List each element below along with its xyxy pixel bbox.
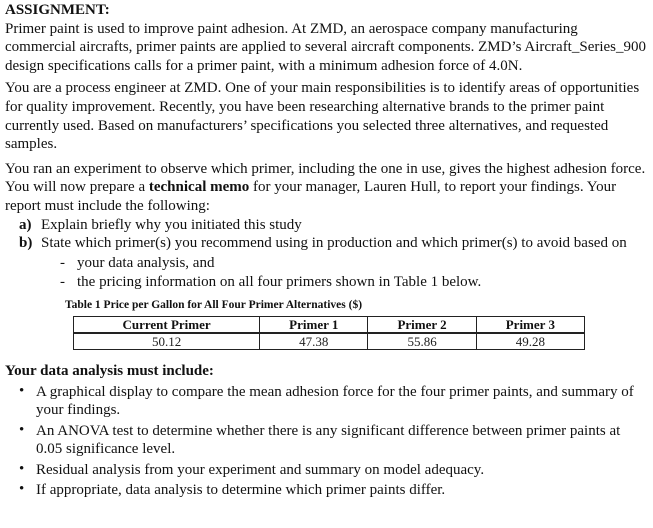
assignment-heading: ASSIGNMENT: [5, 2, 110, 18]
price-table-caption: Table 1 Price per Gallon for All Four Primer Alternatives ($) [65, 298, 363, 311]
experiment-text-after: for your manager, Lauren Hull, to report your findings. Your report must include the following: [5, 179, 617, 214]
sub-requirements-list [5, 254, 650, 292]
column-header-primer-3: Primer 3 [476, 316, 584, 333]
table-header-row [74, 316, 585, 333]
list-item [5, 422, 650, 459]
requirement-text: State which primer(s) you recommend using in production and which primer(s) to avoid based on [41, 235, 627, 252]
price-current-primer: 50.12 [74, 333, 260, 350]
dash-marker: - [60, 274, 65, 291]
sub-requirement-text: your data analysis, and [77, 254, 215, 271]
requirement-letter: b) [19, 235, 33, 252]
requirement-item-a [5, 216, 650, 235]
bullet-icon: • [19, 460, 25, 477]
list-item [5, 461, 650, 480]
report-requirements-list [5, 216, 650, 253]
dash-marker: - [60, 254, 65, 271]
table-row [74, 333, 585, 350]
analysis-requirements-list [5, 383, 650, 501]
sub-requirement-item [5, 254, 650, 273]
technical-memo-emphasis: technical memo [148, 179, 250, 196]
experiment-text-before: You ran an experiment to observe which primer, including the one in use, gives the highest adhesion force. You will now prepare a [5, 160, 646, 196]
column-header-primer-2: Primer 2 [368, 316, 476, 333]
requirement-letter: a) [19, 216, 32, 233]
price-primer-2: 55.86 [368, 333, 476, 350]
experiment-paragraph [5, 160, 650, 216]
primer-price-table [73, 316, 585, 350]
price-primer-1: 47.38 [260, 333, 368, 350]
intro-paragraph: Primer paint is used to improve paint adhesion. At ZMD, an aerospace company manufacturing commercial aircrafts, primer paints are applied to several aircraft components. ZMD’s Aircraft_Series_900 design specifications calls for a primer paint, with a minimum adhesion force of 4.0N. [5, 20, 647, 74]
analysis-item-text: Residual analysis from your experiment and summary on model adequacy. [36, 461, 485, 478]
requirement-item-b [5, 234, 650, 253]
bullet-icon: • [19, 421, 25, 438]
list-item [5, 383, 650, 420]
sub-requirement-item [5, 273, 650, 292]
sub-requirement-text: the pricing information on all four primers shown in Table 1 below. [77, 274, 482, 291]
price-primer-3: 49.28 [476, 333, 584, 350]
column-header-current-primer: Current Primer [74, 316, 260, 333]
analysis-heading: Your data analysis must include: [5, 362, 214, 379]
role-paragraph: You are a process engineer at ZMD. One of your main responsibilities is to identify areas of opportunities for quality improvement. Recently, you have been researching alternative brands to the primer paint currently used. Based on manufacturers’ specifications you selected three alternatives, and requested samples. [5, 80, 640, 153]
list-item [5, 481, 650, 500]
analysis-item-text: If appropriate, data analysis to determine which primer paints differ. [36, 482, 446, 499]
analysis-item-text: A graphical display to compare the mean adhesion force for the four primer paints, and summary of your findings. [36, 383, 634, 419]
column-header-primer-1: Primer 1 [260, 316, 368, 333]
assignment-document [5, 1, 650, 502]
bullet-icon: • [19, 382, 25, 399]
bullet-icon: • [19, 481, 25, 498]
requirement-text: Explain briefly why you initiated this study [41, 216, 302, 233]
analysis-item-text: An ANOVA test to determine whether there is any significant difference between primer paints at 0.05 significance level. [36, 422, 621, 458]
